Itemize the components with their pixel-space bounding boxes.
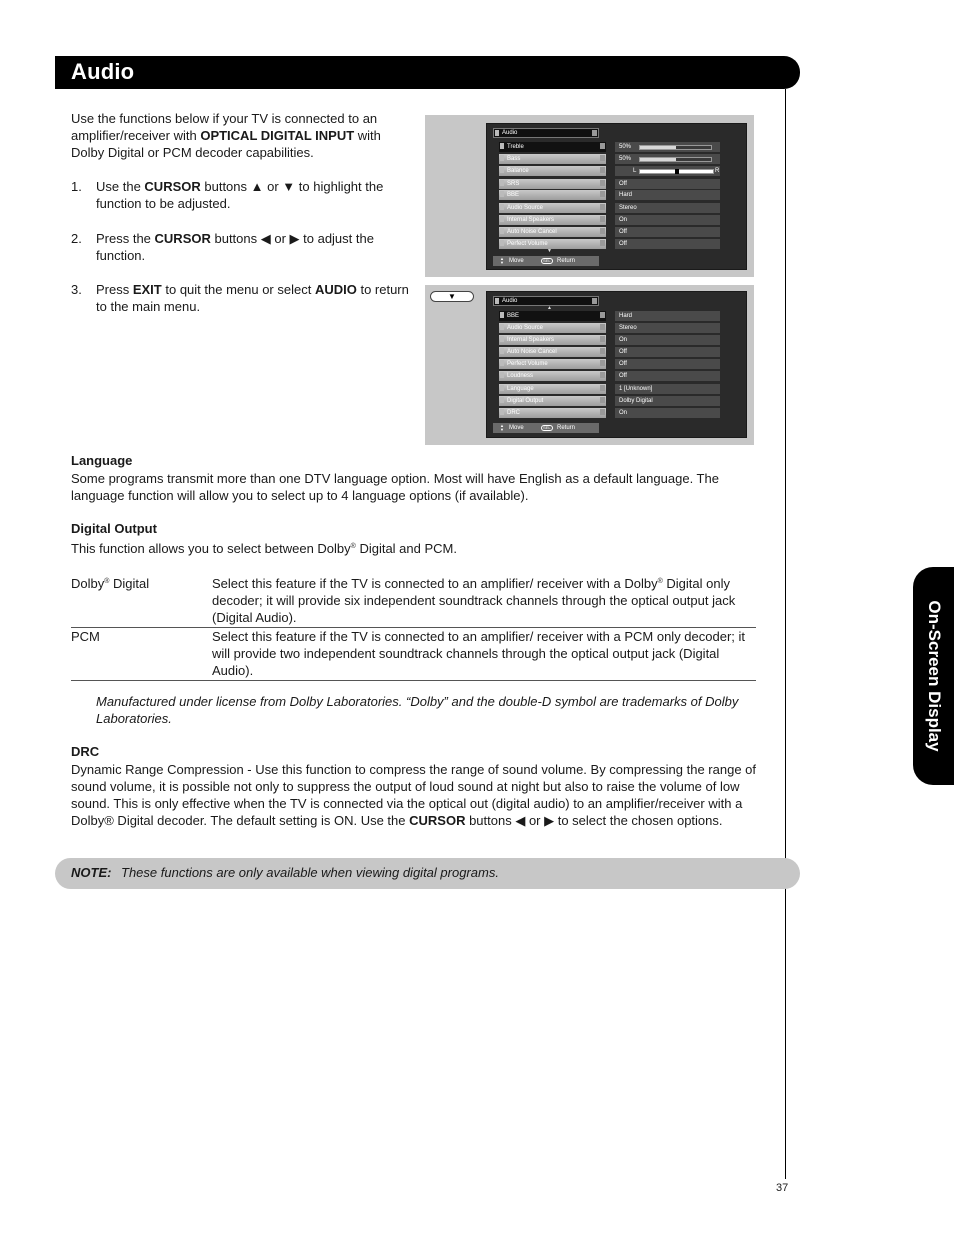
osd-screenshot-1 <box>425 115 754 277</box>
osd-value-auto-noise-cancel[interactable]: Off <box>615 347 720 357</box>
cursor-down-button <box>430 291 474 302</box>
osd-value-treble[interactable]: 50% <box>615 142 720 152</box>
osd-value-bbe[interactable]: Hard <box>615 311 720 321</box>
digital-output-text: This function allows you to select between Dolby® Digital and PCM. <box>71 541 457 556</box>
treble-level-bar <box>639 145 712 150</box>
balance-slider <box>639 169 714 174</box>
osd-item-balance[interactable]: Balance <box>499 166 606 176</box>
drc-text: Dynamic Range Compression - Use this function to compress the range of sound volume. By compressing the range of sound volume, it is possible not only to suppress the output of loud sound at night but also to raise the volume of low sound. This is only effective when the TV is connected via the optical out (digital audio) to an amplifier/receiver with a Dolby® Digital decoder. The default setting is ON. Use the CURSOR buttons ◀ or ▶ to select the chosen options. <box>71 762 757 828</box>
sel-button-icon: SEL <box>543 258 551 263</box>
osd-item-treble[interactable]: Treble <box>499 142 606 152</box>
table-row <box>71 628 756 681</box>
osd-value-bass[interactable]: 50% <box>615 154 720 164</box>
osd-value-internal-speakers[interactable]: On <box>615 215 720 225</box>
osd-footer: ▲ ▼ Move SEL Return <box>493 256 599 266</box>
osd-footer: ▲ ▼ Move SEL Return <box>493 423 599 433</box>
osd-item-language[interactable]: Language <box>499 384 606 394</box>
osd-item-internal-speakers[interactable]: Internal Speakers <box>499 215 606 225</box>
step-3: 3. Press EXIT to quit the menu or select AUDIO to return to the main menu. <box>71 282 409 314</box>
osd-value-balance[interactable] <box>615 166 720 176</box>
vertical-rule <box>785 89 786 1179</box>
balance-knob <box>675 169 679 174</box>
side-tab <box>913 567 954 785</box>
osd-value-perfect-volume[interactable]: Off <box>615 239 720 249</box>
osd-item-perfect-volume[interactable]: Perfect Volume <box>499 239 606 249</box>
option-description: Select this feature if the TV is connected to an amplifier/ receiver with a Dolby® Digital only decoder; it will provide six independent soundtrack channels through the optical output jack (Digital Audio). <box>212 576 736 625</box>
osd-item-drc[interactable]: DRC <box>499 408 606 418</box>
osd-value-perfect-volume[interactable]: Off <box>615 359 720 369</box>
language-text: Some programs transmit more than one DTV language option. Most will have English as a default language. The language function will allow you to select up to 4 language options (if available). <box>71 471 719 503</box>
step-2: 2. Press the CURSOR buttons ◀ or ▶ to adjust the function. <box>71 231 374 263</box>
osd-item-audio-source[interactable]: Audio Source <box>499 203 606 213</box>
osd-item-auto-noise-cancel[interactable]: Auto Noise Cancel <box>499 227 606 237</box>
osd-value-bbe[interactable]: Hard <box>615 190 720 200</box>
title-bar <box>55 56 800 89</box>
balance-right-label: R <box>715 168 720 174</box>
osd-value-digital-output[interactable]: Dolby Digital <box>615 396 720 406</box>
scroll-up-icon: ▲ <box>547 305 552 311</box>
osd-value-drc[interactable]: On <box>615 408 720 418</box>
osd-value-auto-noise-cancel[interactable]: Off <box>615 227 720 237</box>
option-name: PCM <box>71 629 100 644</box>
digital-output-heading: Digital Output <box>71 521 157 536</box>
treble-level-fill <box>640 146 676 149</box>
note-text: These functions are only available when viewing digital programs. <box>121 865 499 880</box>
osd-value-language[interactable]: 1 [Unknown] <box>615 384 720 394</box>
osd-menu-audio-2 <box>486 291 747 438</box>
osd-item-bass[interactable]: Bass <box>499 154 606 164</box>
osd-screenshot-2 <box>425 285 754 445</box>
option-description: Select this feature if the TV is connected to an amplifier/ receiver with a PCM only decoder; it will provide two independent soundtrack channels through the optical output jack (Digital Audio). <box>212 629 746 678</box>
page-number: 37 <box>776 1182 789 1194</box>
step-1: 1. Use the CURSOR buttons ▲ or ▼ to highlight the function to be adjusted. <box>71 179 384 211</box>
page-title: Audio <box>71 59 135 84</box>
bass-level-fill <box>640 158 676 161</box>
move-arrows-icon: ▲ ▼ <box>500 256 504 265</box>
osd-item-audio-source[interactable]: Audio Source <box>499 323 606 333</box>
osd-value-audio-source[interactable]: Stereo <box>615 323 720 333</box>
osd-item-digital-output[interactable]: Digital Output <box>499 396 606 406</box>
language-heading: Language <box>71 453 133 468</box>
osd-item-bbe[interactable]: BBE <box>499 190 606 200</box>
scroll-down-icon: ▼ <box>547 248 552 254</box>
osd-value-srs[interactable]: Off <box>615 179 720 189</box>
table-row <box>71 573 756 628</box>
cursor-down-icon: ▼ <box>448 292 456 301</box>
intro-text: Use the functions below if your TV is connected to an amplifier/receiver with OPTICAL DIGITAL INPUT with Dolby Digital or PCM decoder capabilities. <box>71 111 381 160</box>
balance-left-label: L <box>633 168 637 174</box>
side-tab-label: On-Screen Display <box>924 600 944 752</box>
osd-value-internal-speakers[interactable]: On <box>615 335 720 345</box>
osd-value-audio-source[interactable]: Stereo <box>615 203 720 213</box>
digital-output-table <box>71 573 756 681</box>
osd-value-loudness[interactable]: Off <box>615 371 720 381</box>
drc-heading: DRC <box>71 744 100 759</box>
dolby-footnote: Manufactured under license from Dolby Laboratories. “Dolby” and the double-D symbol are trademarks of Dolby Laboratories. <box>96 694 739 726</box>
osd-item-loudness[interactable]: Loudness <box>499 371 606 381</box>
osd-item-srs[interactable]: SRS <box>499 179 606 189</box>
osd-menu-header: Audio <box>493 128 599 138</box>
move-arrows-icon: ▲ ▼ <box>500 423 504 432</box>
option-name: Dolby® Digital <box>71 576 150 591</box>
osd-item-bbe[interactable]: BBE <box>499 311 606 321</box>
osd-menu-audio-1 <box>486 123 747 270</box>
bass-level-bar <box>639 157 712 162</box>
osd-item-auto-noise-cancel[interactable]: Auto Noise Cancel <box>499 347 606 357</box>
note-label: NOTE: <box>71 865 112 880</box>
osd-menu-header: Audio <box>493 296 599 306</box>
note-bar <box>55 858 800 889</box>
osd-item-internal-speakers[interactable]: Internal Speakers <box>499 335 606 345</box>
osd-item-perfect-volume[interactable]: Perfect Volume <box>499 359 606 369</box>
sel-button-icon: SEL <box>543 425 551 430</box>
